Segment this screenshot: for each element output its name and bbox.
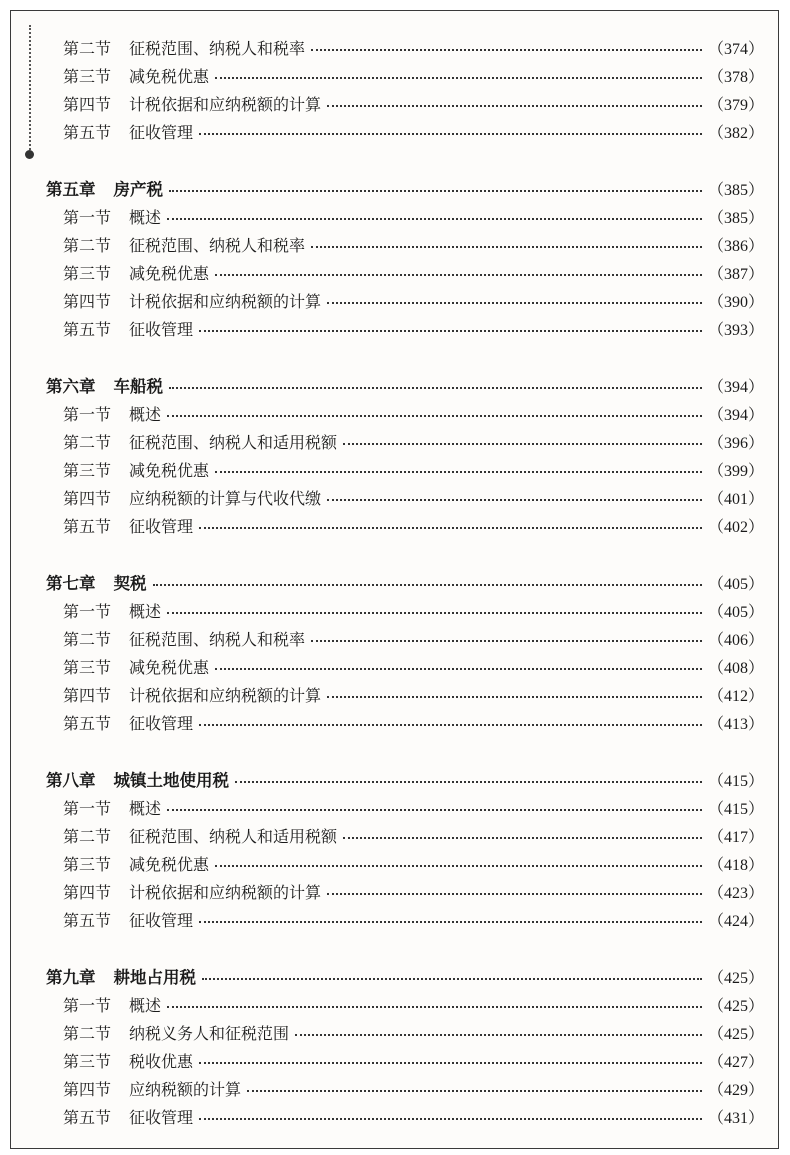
section-number: 第一节: [63, 601, 112, 621]
dot-leader: [202, 978, 702, 980]
section-title: 征税范围、纳税人和税率: [129, 629, 306, 649]
toc-section-row[interactable]: [11, 90, 778, 116]
page-number: （425）: [708, 1025, 765, 1043]
section-title: 减免税优惠: [129, 263, 210, 283]
page-number: （374）: [708, 40, 765, 58]
section-number: 第三节: [63, 66, 112, 86]
section-number: 第五节: [63, 1107, 112, 1127]
toc-section-row[interactable]: [11, 118, 778, 144]
dot-leader: [215, 668, 702, 670]
toc-chapter-row[interactable]: [11, 766, 778, 792]
dot-leader: [215, 865, 702, 867]
toc-chapter-row[interactable]: [11, 963, 778, 989]
section-number: 第四节: [63, 488, 112, 508]
section-number: 第一节: [63, 207, 112, 227]
section-title: 应纳税额的计算与代收代缴: [129, 488, 322, 508]
chapter-number: 第七章: [46, 574, 96, 593]
section-title: 征收管理: [129, 122, 194, 142]
chapter-number: 第六章: [46, 377, 96, 396]
chapter-number: 第九章: [46, 968, 96, 987]
section-title: 征收管理: [129, 713, 194, 733]
toc-section-row[interactable]: [11, 653, 778, 679]
section-title: 税收优惠: [129, 1051, 194, 1071]
section-title: 计税依据和应纳税额的计算: [129, 291, 322, 311]
chapter-title: 房产税: [113, 180, 163, 199]
toc-section-row[interactable]: [11, 625, 778, 651]
dot-leader: [167, 415, 702, 417]
section-number: 第五节: [63, 713, 112, 733]
dot-leader: [215, 471, 702, 473]
page-number: （379）: [708, 96, 765, 114]
section-number: 第四节: [63, 291, 112, 311]
section-title: 征收管理: [129, 1107, 194, 1127]
section-number: 第四节: [63, 94, 112, 114]
dot-leader: [327, 302, 702, 304]
page-number: （415）: [708, 772, 765, 790]
toc-section-row[interactable]: [11, 512, 778, 538]
page-number: （415）: [708, 800, 765, 818]
toc-section-row[interactable]: [11, 878, 778, 904]
section-number: 第一节: [63, 798, 112, 818]
section-title: 减免税优惠: [129, 460, 210, 480]
page-number: （385）: [708, 181, 765, 199]
page-number: （413）: [708, 715, 765, 733]
page-number: （386）: [708, 237, 765, 255]
page-number: （378）: [708, 68, 765, 86]
dot-leader: [311, 246, 702, 248]
toc-section-row[interactable]: [11, 1019, 778, 1045]
page-number: （402）: [708, 518, 765, 536]
section-title: 计税依据和应纳税额的计算: [129, 685, 322, 705]
toc-chapter-row[interactable]: [11, 569, 778, 595]
dot-leader: [327, 893, 702, 895]
section-title: 概述: [129, 798, 162, 818]
toc-section-row[interactable]: [11, 456, 778, 482]
toc-section-row[interactable]: [11, 906, 778, 932]
table-of-contents: [11, 11, 778, 1148]
toc-section-row[interactable]: [11, 428, 778, 454]
toc-section-row[interactable]: [11, 681, 778, 707]
section-title: 减免税优惠: [129, 66, 210, 86]
section-title: 概述: [129, 995, 162, 1015]
dot-leader: [311, 49, 702, 51]
dot-leader: [169, 190, 702, 192]
page-number: （412）: [708, 687, 765, 705]
dot-leader: [327, 499, 702, 501]
section-title: 减免税优惠: [129, 657, 210, 677]
page-number: （423）: [708, 884, 765, 902]
dot-leader: [235, 781, 702, 783]
page-number: （387）: [708, 265, 765, 283]
section-title: 计税依据和应纳税额的计算: [129, 94, 322, 114]
toc-section-row[interactable]: [11, 1075, 778, 1101]
dot-leader: [199, 1118, 702, 1120]
dot-leader: [343, 837, 702, 839]
toc-section-row[interactable]: [11, 991, 778, 1017]
page-number: （429）: [708, 1081, 765, 1099]
dot-leader: [311, 640, 702, 642]
dot-leader: [199, 724, 702, 726]
section-number: 第三节: [63, 263, 112, 283]
page-number: （405）: [708, 603, 765, 621]
page-number: （393）: [708, 321, 765, 339]
section-number: 第五节: [63, 319, 112, 339]
dot-leader: [199, 921, 702, 923]
section-number: 第四节: [63, 1079, 112, 1099]
section-number: 第三节: [63, 460, 112, 480]
toc-section-row[interactable]: [11, 259, 778, 285]
chapter-title: 城镇土地使用税: [113, 771, 229, 790]
toc-section-row[interactable]: [11, 231, 778, 257]
section-number: 第二节: [63, 235, 112, 255]
dot-leader: [327, 696, 702, 698]
toc-section-row[interactable]: [11, 203, 778, 229]
toc-section-row[interactable]: [11, 597, 778, 623]
dot-leader: [153, 584, 703, 586]
chapter-number: 第八章: [46, 771, 96, 790]
section-title: 征税范围、纳税人和适用税额: [129, 826, 338, 846]
section-number: 第一节: [63, 995, 112, 1015]
page-number: （399）: [708, 462, 765, 480]
toc-section-row[interactable]: [11, 400, 778, 426]
toc-section-row[interactable]: [11, 315, 778, 341]
dot-leader: [215, 274, 702, 276]
page-number: （431）: [708, 1109, 765, 1127]
dot-leader: [167, 1006, 702, 1008]
section-number: 第二节: [63, 826, 112, 846]
page-number: （385）: [708, 209, 765, 227]
section-number: 第三节: [63, 1051, 112, 1071]
page-number: （396）: [708, 434, 765, 452]
chapter-title: 耕地占用税: [113, 968, 196, 987]
section-number: 第二节: [63, 38, 112, 58]
section-number: 第二节: [63, 629, 112, 649]
page-number: （425）: [708, 997, 765, 1015]
page-number: （390）: [708, 293, 765, 311]
page-number: （418）: [708, 856, 765, 874]
section-title: 征收管理: [129, 319, 194, 339]
toc-chapter-row[interactable]: [11, 372, 778, 398]
section-title: 征税范围、纳税人和税率: [129, 38, 306, 58]
page-number: （394）: [708, 378, 765, 396]
dot-leader: [247, 1090, 702, 1092]
dot-leader: [167, 612, 702, 614]
toc-page: [10, 10, 779, 1149]
page-number: （406）: [708, 631, 765, 649]
page-number: （417）: [708, 828, 765, 846]
toc-chapter-row[interactable]: [11, 175, 778, 201]
section-title: 纳税义务人和征税范围: [129, 1023, 290, 1043]
dot-leader: [167, 218, 702, 220]
section-title: 概述: [129, 404, 162, 424]
chapter-number: 第五章: [46, 180, 96, 199]
dot-leader: [169, 387, 702, 389]
section-title: 征收管理: [129, 516, 194, 536]
section-number: 第五节: [63, 910, 112, 930]
section-number: 第二节: [63, 1023, 112, 1043]
section-title: 概述: [129, 601, 162, 621]
page-number: （427）: [708, 1053, 765, 1071]
toc-section-row[interactable]: [11, 287, 778, 313]
section-number: 第四节: [63, 685, 112, 705]
page-number: （408）: [708, 659, 765, 677]
section-title: 计税依据和应纳税额的计算: [129, 882, 322, 902]
dot-leader: [199, 330, 702, 332]
section-title: 减免税优惠: [129, 854, 210, 874]
dot-leader: [295, 1034, 702, 1036]
toc-section-row[interactable]: [11, 1103, 778, 1129]
dot-leader: [343, 443, 702, 445]
section-title: 征税范围、纳税人和税率: [129, 235, 306, 255]
toc-section-row[interactable]: [11, 822, 778, 848]
section-number: 第四节: [63, 882, 112, 902]
chapter-title: 契税: [113, 574, 147, 593]
section-number: 第三节: [63, 657, 112, 677]
dot-leader: [215, 77, 702, 79]
toc-section-row[interactable]: [11, 34, 778, 60]
page-number: （394）: [708, 406, 765, 424]
toc-section-row[interactable]: [11, 709, 778, 735]
page-number: （425）: [708, 969, 765, 987]
toc-section-row[interactable]: [11, 484, 778, 510]
page-number: （382）: [708, 124, 765, 142]
toc-section-row[interactable]: [11, 1047, 778, 1073]
dot-leader: [327, 105, 702, 107]
dot-leader: [167, 809, 702, 811]
page-number: （424）: [708, 912, 765, 930]
section-title: 征收管理: [129, 910, 194, 930]
dot-leader: [199, 133, 702, 135]
toc-section-row[interactable]: [11, 850, 778, 876]
section-title: 应纳税额的计算: [129, 1079, 242, 1099]
section-number: 第五节: [63, 122, 112, 142]
page-number: （401）: [708, 490, 765, 508]
section-number: 第二节: [63, 432, 112, 452]
dot-leader: [199, 1062, 702, 1064]
chapter-title: 车船税: [113, 377, 163, 396]
section-number: 第一节: [63, 404, 112, 424]
section-title: 概述: [129, 207, 162, 227]
section-number: 第五节: [63, 516, 112, 536]
toc-section-row[interactable]: [11, 62, 778, 88]
page-number: （405）: [708, 575, 765, 593]
toc-section-row[interactable]: [11, 794, 778, 820]
section-title: 征税范围、纳税人和适用税额: [129, 432, 338, 452]
dot-leader: [199, 527, 702, 529]
section-number: 第三节: [63, 854, 112, 874]
